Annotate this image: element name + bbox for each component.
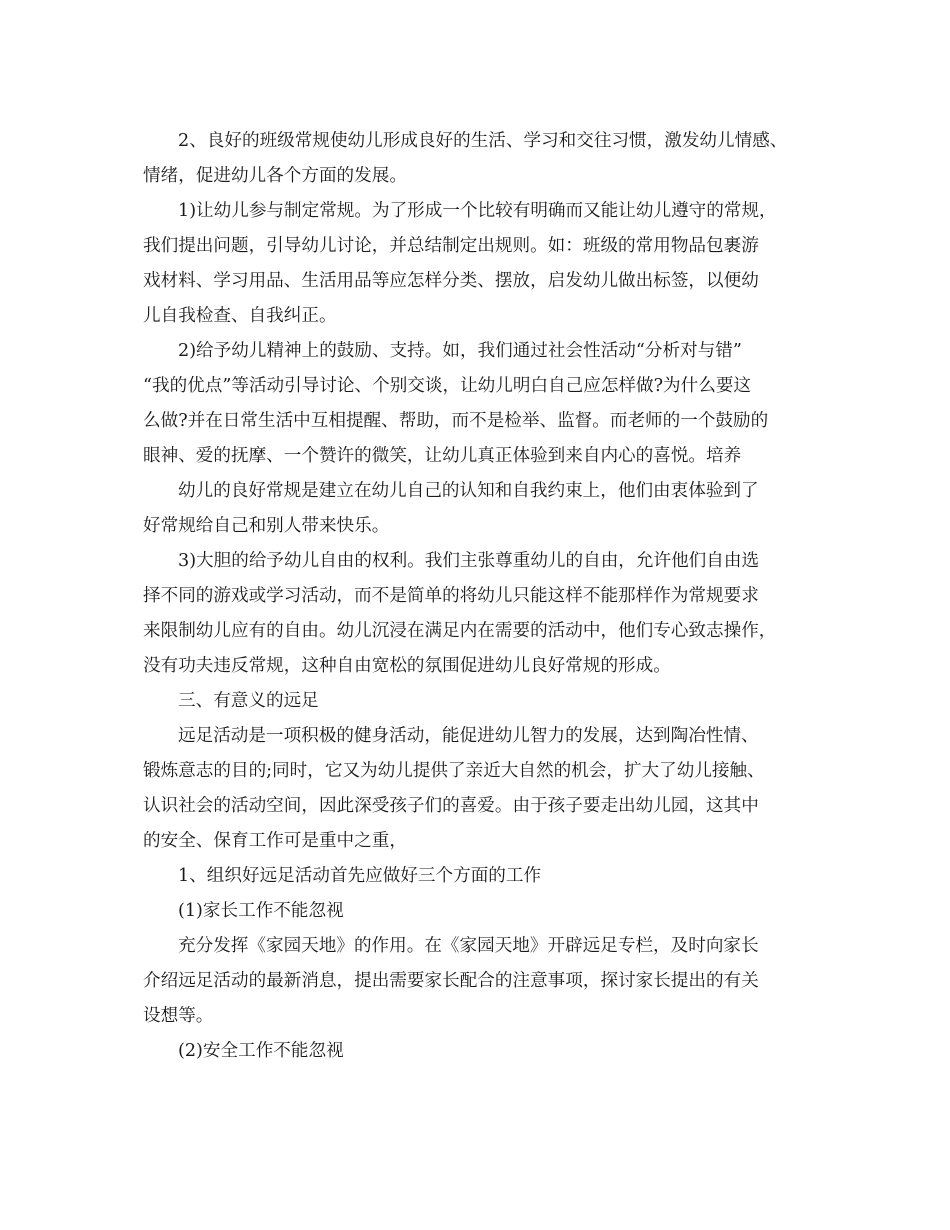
text-line: 远足活动是一项积极的健身活动，能促进幼儿智力的发展，达到陶冶性情、 [178,726,759,746]
text-line: 充分发挥《家园天地》的作用。在《家园天地》开辟远足专栏，及时向家长 [178,936,759,956]
text-line: “我的优点”等活动引导讨论、个别交谈，让幼儿明白自己应怎样做?为什么要这 [143,376,752,396]
text-line: 择不同的游戏或学习活动，而不是简单的将幼儿只能这样不能那样作为常规要求 [143,586,759,606]
text-line: 我们提出问题，引导幼儿讨论，并总结制定出规则。如：班级的常用物品包裹游 [143,236,759,256]
text-line: (2)安全工作不能忽视 [178,1041,344,1061]
text-line: 设想等。 [143,1006,214,1026]
text-line: 2)给予幼儿精神上的鼓励、支持。如，我们通过社会性活动“分析对与错” [178,341,742,361]
text-line: 锻炼意志的目的;同时，它又为幼儿提供了亲近大自然的机会，扩大了幼儿接触、 [143,761,765,781]
text-line: 1、组织好远足活动首先应做好三个方面的工作 [178,866,542,886]
document-body [143,124,813,1069]
text-line: 来限制幼儿应有的自由。幼儿沉浸在满足内在需要的活动中，他们专心致志操作， [143,621,777,641]
text-line: 介绍远足活动的最新消息，提出需要家长配合的注意事项，探讨家长提出的有关 [143,971,759,991]
text-line: 眼神、爱的抚摩、一个赞许的微笑，让幼儿真正体验到来自内心的喜悦。培养 [143,446,742,466]
text-line: 戏材料、学习用品、生活用品等应怎样分类、摆放，启发幼儿做出标签，以便幼 [143,271,759,291]
text-line: 1)让幼儿参与制定常规。为了形成一个比较有明确而又能让幼儿遵守的常规， [178,201,777,221]
text-line: 认识社会的活动空间，因此深受孩子们的喜爱。由于孩子要走出幼儿园，这其中 [143,796,759,816]
text-line: 幼儿的良好常规是建立在幼儿自己的认知和自我约束上，他们由衷体验到了 [178,481,759,501]
text-line: 2、良好的班级常规使幼儿形成良好的生活、学习和交往习惯，激发幼儿情感、 [178,131,788,151]
text-line: 没有功夫违反常规，这种自由宽松的氛围促进幼儿良好常规的形成。 [143,656,671,676]
text-line: 儿自我检查、自我纠正。 [143,306,337,326]
text-line: (1)家长工作不能忽视 [178,901,344,921]
text-line: 么做?并在日常生活中互相提醒、帮助，而不是检举、监督。而老师的一个鼓励的 [143,411,769,431]
text-line: 3)大胆的给予幼儿自由的权利。我们主张尊重幼儿的自由，允许他们自由选 [178,551,760,571]
text-line: 的安全、保育工作可是重中之重， [143,831,407,851]
text-line: 三、有意义的远足 [178,691,319,711]
text-line: 情绪，促进幼儿各个方面的发展。 [143,166,407,186]
text-line: 好常规给自己和别人带来快乐。 [143,516,390,536]
